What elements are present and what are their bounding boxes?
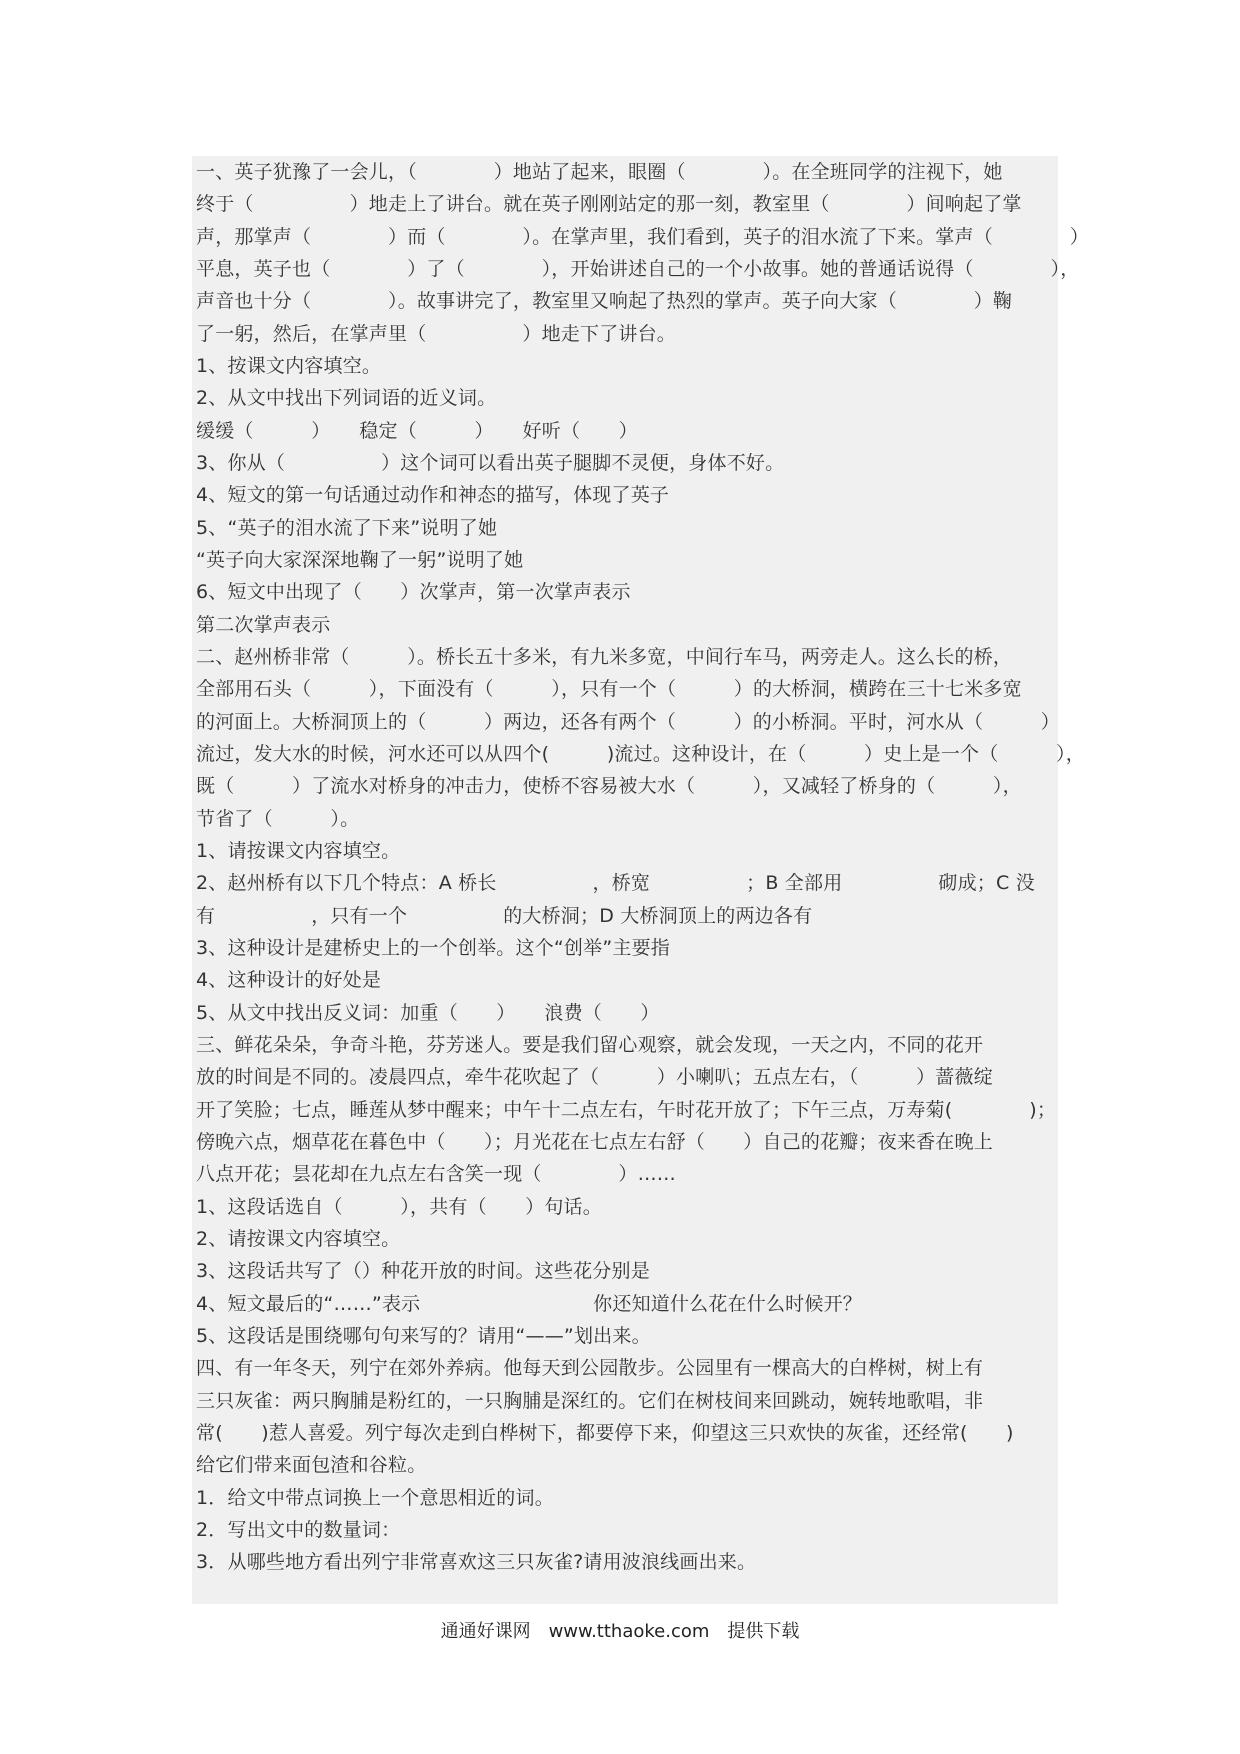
text-line: 平息，英子也（ ）了（ ），开始讲述自己的一个小故事。她的普通话说得（ ），	[196, 258, 1080, 280]
text-line: 放的时间是不同的。凌晨四点，牵牛花吹起了（ ）小喇叭；五点左右，（ ）蔷薇绽	[196, 1066, 993, 1088]
text-line: 常( )惹人喜爱。列宁每次走到白桦树下，都要停下来，仰望这三只欢快的灰雀，还经常( )	[196, 1422, 1014, 1444]
text-line: 三、鲜花朵朵，争奇斗艳，芬芳迷人。要是我们留心观察，就会发现，一天之内，不同的花开	[196, 1034, 984, 1056]
text-line: 三只灰雀：两只胸脯是粉红的，一只胸脯是深红的。它们在树枝间来回跳动，婉转地歌唱，非	[196, 1390, 984, 1412]
text-line: 既（ ）了流水对桥身的冲击力，使桥不容易被大水（ ），又减轻了桥身的（ ），	[196, 775, 1022, 797]
question-item: 4、短文最后的“……”表示 你还知道什么花在什么时候开？	[196, 1293, 862, 1315]
question-item: 2、请按课文内容填空。	[196, 1228, 401, 1250]
question-item: 3．从哪些地方看出列宁非常喜欢这三只灰雀?请用波浪线画出来。	[196, 1551, 757, 1573]
question-item: 1、请按课文内容填空。	[196, 840, 401, 862]
text-line: 四、有一年冬天，列宁在郊外养病。他每天到公园散步。公园里有一棵高大的白桦树，树上有	[196, 1357, 984, 1379]
text-line: 一、英子犹豫了一会儿，（ ）地站了起来，眼圈（ ）。在全班同学的注视下，她	[196, 161, 1003, 183]
text-line: 傍晚六点，烟草花在暮色中（ ）；月光花在七点左右舒（ ）自己的花瓣；夜来香在晚上	[196, 1131, 993, 1153]
question-item: 3、这段话共写了（）种花开放的时间。这些花分别是	[196, 1260, 650, 1282]
footer-watermark: 通通好课网 www.tthaoke.com 提供下载	[440, 1621, 800, 1642]
text-line: 开了笑脸；七点，睡莲从梦中醒来；中午十二点左右，午时花开放了；下午三点，万寿菊( )；	[196, 1099, 1057, 1121]
worksheet-content	[192, 156, 1089, 1604]
question-item: 3、这种设计是建桥史上的一个创举。这个“创举”主要指	[196, 937, 670, 959]
text-line: 全部用石头（ ），下面没有（ ），只有一个（ ）的大桥洞，横跨在三十七米多宽	[196, 678, 1022, 700]
text-line: 给它们带来面包渣和谷粒。	[196, 1454, 427, 1476]
question-item: 2．写出文中的数量词：	[196, 1519, 401, 1541]
text-line: 节省了（ ）。	[196, 808, 360, 830]
question-item: 第二次掌声表示	[196, 614, 331, 636]
text-line: 二、赵州桥非常（ ）。桥长五十多米，有九米多宽，中间行车马，两旁走人。这么长的桥，	[196, 646, 1013, 668]
text-line: 声，那掌声（ ）而（ ）。在掌声里，我们看到，英子的泪水流了下来。掌声（ ）	[196, 226, 1089, 248]
question-item: “英子向大家深深地鞠了一躬”说明了她	[196, 549, 524, 571]
question-item: 2、赵州桥有以下几个特点：A 桥长 ，桥宽 ；B 全部用 砌成；C 没	[196, 872, 1035, 894]
question-item: 3、你从（ ）这个词可以看出英子腿脚不灵便，身体不好。	[196, 452, 785, 474]
question-item: 1、按课文内容填空。	[196, 355, 382, 377]
question-item: 缓缓（ ） 稳定（ ） 好听（ ）	[196, 420, 638, 442]
question-item: 5、从文中找出反义词：加重（ ） 浪费（ ）	[196, 1002, 660, 1024]
question-item: 2、从文中找出下列词语的近义词。	[196, 387, 497, 409]
question-item: 1、这段话选自（ ），共有（ ）句话。	[196, 1196, 602, 1218]
question-item: 有 ，只有一个 的大桥洞；D 大桥洞顶上的两边各有	[196, 905, 813, 927]
text-line: 声音也十分（ ）。故事讲完了，教室里又响起了热烈的掌声。英子向大家（ ）鞠	[196, 290, 1013, 312]
question-item: 6、短文中出现了（ ）次掌声，第一次掌声表示	[196, 581, 631, 603]
text-line: 了一躬，然后，在掌声里（ ）地走下了讲台。	[196, 323, 677, 345]
question-item: 1．给文中带点词换上一个意思相近的词。	[196, 1487, 554, 1509]
question-item: 4、短文的第一句话通过动作和神态的描写，体现了英子	[196, 484, 670, 506]
question-item: 5、这段话是围绕哪句句来写的？请用“——”划出来。	[196, 1325, 651, 1347]
text-line: 的河面上。大桥洞顶上的（ ）两边，还各有两个（ ）的小桥洞。平时，河水从（ ）	[196, 711, 1061, 733]
text-line: 终于（ ）地走上了讲台。就在英子刚刚站定的那一刻，教室里（ ）间响起了掌	[196, 193, 1022, 215]
text-line: 八点开花；昙花却在九点左右含笑一现（ ）……	[196, 1163, 677, 1185]
question-item: 5、“英子的泪水流了下来”说明了她	[196, 517, 498, 539]
text-line: 流过，发大水的时候，河水还可以从四个( )流过。这种设计，在（ ）史上是一个（ ），	[196, 743, 1085, 765]
question-item: 4、这种设计的好处是	[196, 969, 382, 991]
